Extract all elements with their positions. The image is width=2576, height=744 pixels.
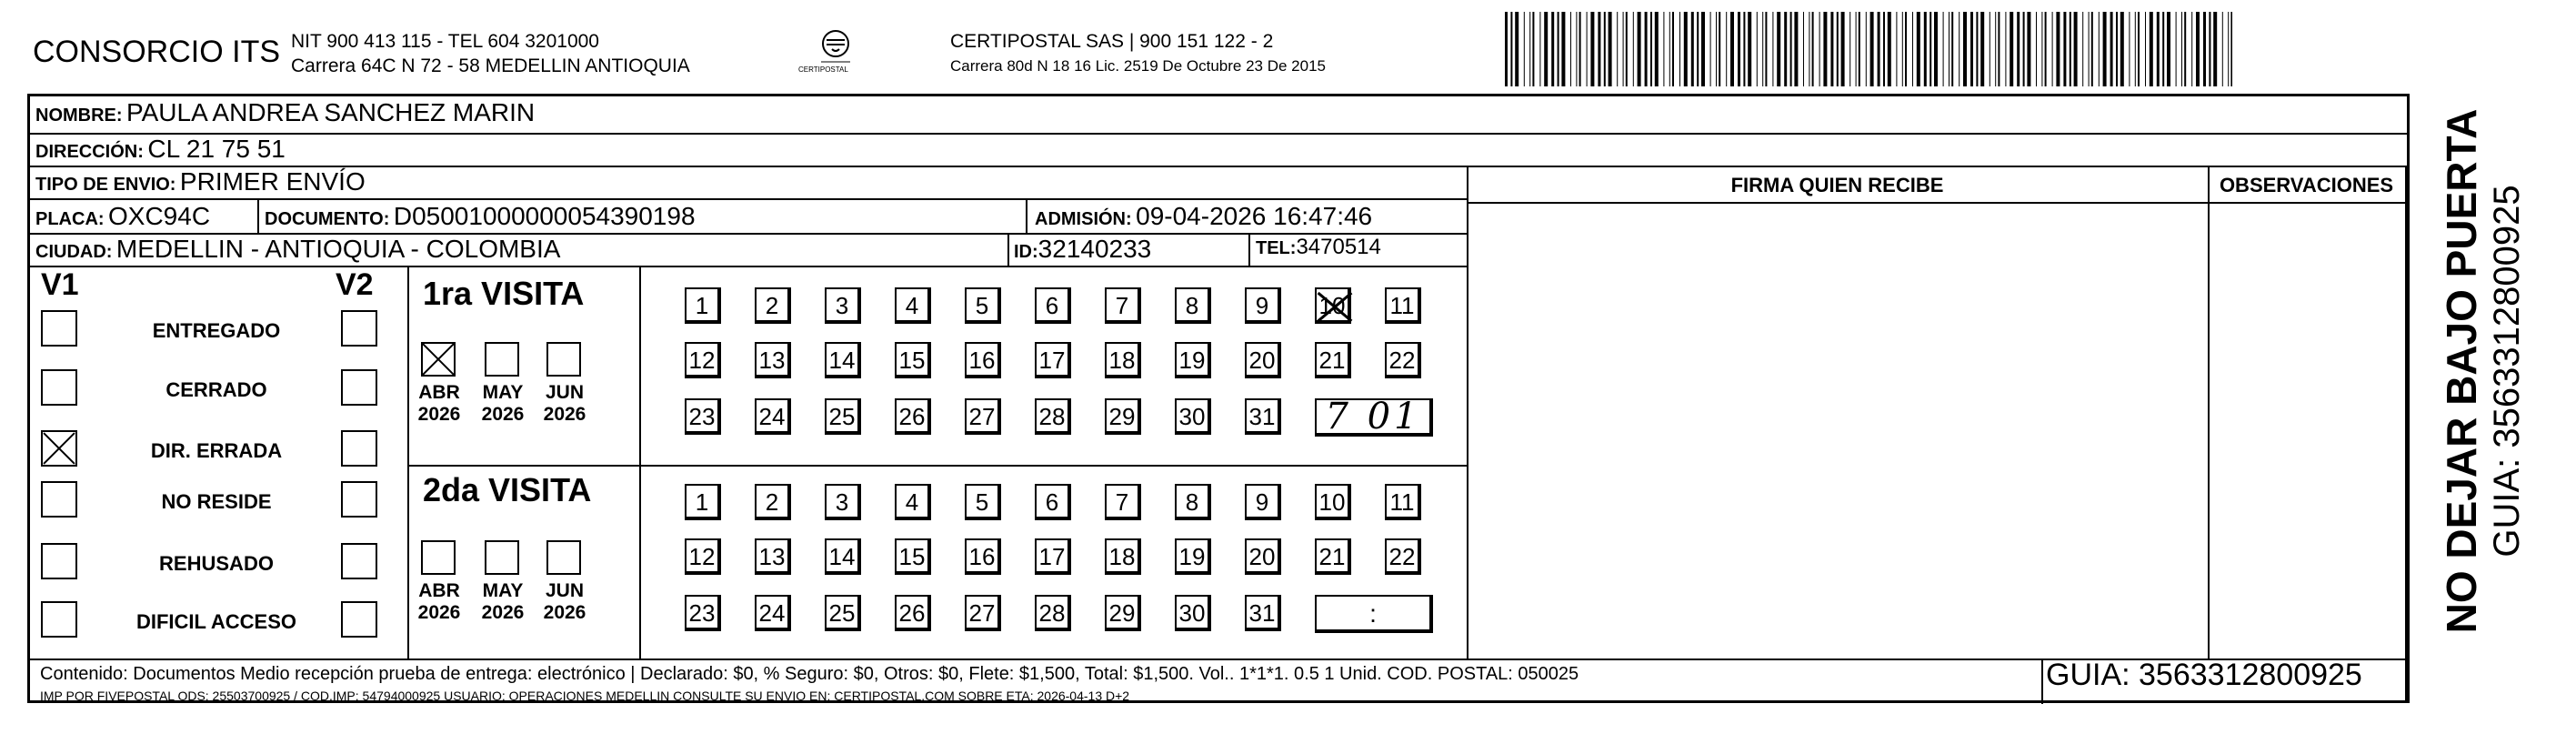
status-reason: DIFICIL ACCESO (135, 610, 296, 633)
month-year: 2026 (543, 404, 586, 425)
day-box[interactable]: 30 (1175, 398, 1211, 435)
barcode-bar (1998, 12, 2000, 86)
day-box[interactable]: 2 (755, 484, 791, 520)
barcode-bar (1710, 12, 1711, 86)
barcode-bar (1859, 12, 1860, 86)
barcode-bar (1561, 12, 1565, 86)
barcode-bar (2063, 12, 2066, 86)
month-year: 2026 (543, 602, 586, 623)
v1-checkbox[interactable] (41, 601, 77, 638)
day-box[interactable]: 16 (965, 538, 1001, 575)
barcode-bar (1856, 12, 1857, 86)
barcode-bar (2052, 12, 2053, 86)
v1-checkbox[interactable] (41, 481, 77, 518)
second-visit-title: 2da VISITA (423, 471, 592, 508)
recipient-name: NOMBRE: PAULA ANDREA SANCHEZ MARIN (35, 98, 536, 126)
barcode-bar (2005, 12, 2006, 86)
month-year: 2026 (481, 602, 525, 623)
day-box[interactable]: 21 (1315, 342, 1351, 378)
v1-checkbox[interactable] (41, 430, 77, 467)
barcode-bar (2150, 12, 2153, 86)
status-reason: ENTREGADO (152, 319, 281, 342)
barcode-bar (1849, 12, 1850, 86)
observations-area[interactable] (2210, 204, 2404, 657)
day-box[interactable]: 20 (1245, 342, 1281, 378)
barcode-bar (1515, 12, 1519, 86)
barcode-bar (1976, 12, 1978, 86)
day-box[interactable]: 21 (1315, 538, 1351, 575)
day-box[interactable]: 5 (965, 484, 1001, 520)
barcode-bar (1866, 12, 1867, 86)
barcode-bar (1701, 12, 1705, 86)
day-box[interactable]: 10 (1315, 287, 1351, 324)
month-name: MAY (482, 382, 524, 403)
barcode-bar (2036, 12, 2037, 86)
month-year: 2026 (417, 602, 461, 623)
barcode-bar (1551, 12, 1554, 86)
barcode-bar (1691, 12, 1694, 86)
barcode-bar (1905, 12, 1907, 86)
barcode-bar (1878, 12, 1880, 86)
month-label (476, 580, 530, 624)
day-box[interactable]: 22 (1385, 538, 1421, 575)
barcode-bar (2213, 12, 2217, 86)
observations-header: OBSERVACIONES (2219, 174, 2394, 196)
barcode-bar (2074, 12, 2078, 86)
month-label (537, 580, 592, 624)
day-box[interactable]: 3 (825, 287, 861, 324)
day-box[interactable]: 13 (755, 538, 791, 575)
day-box[interactable]: 17 (1035, 342, 1071, 378)
day-box[interactable]: 1 (685, 287, 721, 324)
courier-info (950, 29, 1326, 78)
day-box[interactable]: 12 (685, 342, 721, 378)
day-box[interactable]: 8 (1175, 287, 1211, 324)
barcode-bar (1980, 12, 1984, 86)
barcode (1505, 12, 2232, 86)
barcode-bar (1803, 12, 1804, 86)
status-reason: NO RESIDE (161, 490, 272, 513)
day-box[interactable]: 7 (1105, 287, 1141, 324)
barcode-bar (2162, 12, 2164, 86)
v1-checkbox[interactable] (41, 543, 77, 579)
barcode-bar (1524, 12, 1525, 86)
barcode-bar (1762, 12, 1763, 86)
city: CIUDAD: MEDELLIN - ANTIOQUIA - COLOMBIA (35, 235, 561, 263)
month-checkbox[interactable] (485, 342, 519, 377)
barcode-bar (2138, 12, 2140, 86)
day-box[interactable]: 10 (1315, 484, 1351, 520)
barcode-bar (1663, 12, 1664, 86)
barcode-bar (2129, 12, 2130, 86)
month-checkbox[interactable] (421, 342, 456, 377)
barcode-bar (2056, 12, 2060, 86)
day-box[interactable]: 18 (1105, 538, 1141, 575)
logo-caption: CERTIPOSTAL (798, 65, 848, 74)
barcode-bar (1590, 12, 1594, 86)
signature-header: FIRMA QUIEN RECIBE (1730, 174, 1944, 196)
day-box[interactable]: 26 (895, 595, 931, 631)
day-box[interactable]: 27 (965, 398, 1001, 435)
barcode-bar (2110, 12, 2113, 86)
day-box[interactable]: 22 (1385, 342, 1421, 378)
barcode-bar (1970, 12, 1973, 86)
day-box[interactable]: 11 (1385, 287, 1421, 324)
barcode-bar (1917, 12, 1920, 86)
company-nit: NIT 900 413 115 - TEL 604 3201000 (291, 31, 599, 52)
day-box[interactable]: 8 (1175, 484, 1211, 520)
barcode-bar (2041, 12, 2042, 86)
month-name: MAY (482, 580, 524, 601)
barcode-bar (1544, 12, 1548, 86)
day-box[interactable]: 24 (755, 595, 791, 631)
recipient-address: DIRECCIÓN: CL 21 75 51 (35, 135, 286, 163)
barcode-bar (1697, 12, 1699, 86)
v2-checkbox[interactable] (341, 543, 377, 579)
barcode-bar (1819, 12, 1820, 86)
barcode-bar (1883, 12, 1885, 86)
day-box[interactable]: 29 (1105, 398, 1141, 435)
recipient-id: ID:32140233 (1014, 235, 1152, 263)
month-year: 2026 (481, 404, 525, 425)
signature-area[interactable] (1468, 204, 2207, 657)
day-box[interactable]: 20 (1245, 538, 1281, 575)
v2-checkbox[interactable] (341, 481, 377, 518)
barcode-bar (2228, 12, 2229, 86)
document-number: DOCUMENTO: D05001000000054390198 (265, 202, 696, 230)
day-box[interactable]: 26 (895, 398, 931, 435)
barcode-bar (2089, 12, 2090, 86)
company-name: CONSORCIO ITS (33, 35, 281, 69)
barcode-bar (2222, 12, 2223, 86)
v2-checkbox[interactable] (341, 310, 377, 347)
day-box[interactable]: 6 (1035, 484, 1071, 520)
barcode-bar (1679, 12, 1680, 86)
barcode-bar (1748, 12, 1751, 86)
barcode-bar (1912, 12, 1913, 86)
v1-label: V1 (41, 267, 79, 302)
admission-date: ADMISIÓN: 09-04-2026 16:47:46 (1035, 202, 1373, 230)
barcode-bar (2167, 12, 2170, 86)
barcode-bar (2091, 12, 2093, 86)
barcode-bar (1790, 12, 1792, 86)
barcode-bar (1896, 12, 1897, 86)
recipient-phone: TEL:3470514 (1256, 235, 1381, 259)
print-info-line: IMP POR FIVEPOSTAL ODS: 25503700925 / COD.IMP: 54794000925 USUARIO: OPERACIONES MEDELLIN CONSULTE SU ENVIO EN: CERTIPOSTAL.COM SOBRE ETA: 2026-04-13 D+2 (40, 689, 1130, 703)
side-guia: GUIA: 3563312800925 (2487, 185, 2527, 558)
barcode-bar (2082, 12, 2083, 86)
barcode-bar (1529, 12, 1530, 86)
barcode-bar (1626, 12, 1628, 86)
day-box[interactable]: 9 (1245, 484, 1281, 520)
barcode-bar (1510, 12, 1512, 86)
barcode-bar (1738, 12, 1740, 86)
side-notice (2414, 107, 2551, 635)
barcode-bar (1730, 12, 1734, 86)
barcode-bar (1929, 12, 1931, 86)
barcode-bar (1995, 12, 1996, 86)
month-name: JUN (545, 580, 584, 601)
barcode-bar (1888, 12, 1891, 86)
day-box[interactable]: 29 (1105, 595, 1141, 631)
barcode-bar (2157, 12, 2160, 86)
barcode-bar (2116, 12, 2118, 86)
day-box[interactable]: 4 (895, 484, 931, 520)
day-box[interactable]: 31 (1245, 595, 1281, 631)
barcode-bar (1623, 12, 1624, 86)
day-box[interactable]: 23 (685, 595, 721, 631)
barcode-bar (1841, 12, 1845, 86)
barcode-bar (2145, 12, 2146, 86)
month-label (412, 580, 466, 624)
first-visit-time[interactable]: 7 01 (1315, 398, 1433, 437)
barcode-bar (2209, 12, 2210, 86)
status-reason: CERRADO (165, 378, 267, 401)
day-box[interactable]: 2 (755, 287, 791, 324)
barcode-bar (1830, 12, 1833, 86)
day-box[interactable]: 4 (895, 287, 931, 324)
barcode-bar (1719, 12, 1720, 86)
barcode-bar (2184, 12, 2186, 86)
barcode-bar (1823, 12, 1827, 86)
month-label (412, 382, 466, 426)
barcode-bar (2230, 12, 2232, 86)
month-checkbox[interactable] (546, 540, 581, 575)
day-box[interactable]: 19 (1175, 538, 1211, 575)
barcode-bar (2023, 12, 2025, 86)
certipostal-logo-icon (814, 27, 857, 65)
barcode-bar (1951, 12, 1953, 86)
day-box[interactable]: 9 (1245, 287, 1281, 324)
courier-name: CERTIPOSTAL SAS | 900 151 122 - 2 (950, 31, 1274, 52)
barcode-bar (1716, 12, 1717, 86)
plate: PLACA: OXC94C (35, 202, 211, 230)
month-name: JUN (545, 382, 584, 403)
barcode-bar (1934, 12, 1938, 86)
v2-checkbox[interactable] (341, 601, 377, 638)
barcode-bar (1604, 12, 1606, 86)
day-box[interactable]: 31 (1245, 398, 1281, 435)
status-reason: DIR. ERRADA (150, 439, 283, 462)
second-visit-time[interactable]: : (1315, 595, 1433, 633)
barcode-bar (1743, 12, 1745, 86)
day-box[interactable]: 1 (685, 484, 721, 520)
contents-line: Contenido: Documentos Medio recepción prueba de entrega: electrónico | Declarado: $0, % Seguro: $0, Otros: $0, Flete: $1,500, Total: $1,500. Vol.. 1*1*1. 0.5 1 Unid. COD. POSTAL: 050025 (40, 664, 1579, 684)
v1-checkbox[interactable] (41, 369, 77, 406)
barcode-bar (2027, 12, 2030, 86)
day-box[interactable]: 13 (755, 342, 791, 378)
day-box[interactable]: 12 (685, 538, 721, 575)
day-box[interactable]: 23 (685, 398, 721, 435)
day-box[interactable]: 15 (895, 538, 931, 575)
barcode-bar (1505, 12, 1508, 86)
barcode-bar (1650, 12, 1652, 86)
first-visit-title: 1ra VISITA (423, 275, 585, 312)
v2-checkbox[interactable] (341, 369, 377, 406)
day-box[interactable]: 3 (825, 484, 861, 520)
day-box[interactable]: 14 (825, 538, 861, 575)
day-box[interactable]: 16 (965, 342, 1001, 378)
month-checkbox[interactable] (485, 540, 519, 575)
barcode-bar (1794, 12, 1798, 86)
barcode-bar (1757, 12, 1758, 86)
barcode-bar (2120, 12, 2124, 86)
day-box[interactable]: 27 (965, 595, 1001, 631)
barcode-bar (1655, 12, 1659, 86)
day-box[interactable]: 15 (895, 342, 931, 378)
tracking-number: GUIA: 3563312800925 (2046, 658, 2362, 692)
barcode-bar (1672, 12, 1674, 86)
day-box[interactable]: 17 (1035, 538, 1071, 575)
v2-checkbox[interactable] (341, 430, 377, 467)
barcode-bar (1902, 12, 1903, 86)
barcode-bar (1943, 12, 1944, 86)
barcode-bar (2070, 12, 2071, 86)
barcode-bar (1598, 12, 1600, 86)
month-label (537, 382, 592, 426)
barcode-bar (1609, 12, 1612, 86)
barcode-bar (2203, 12, 2206, 86)
day-box[interactable]: 7 (1105, 484, 1141, 520)
day-box[interactable]: 28 (1035, 595, 1071, 631)
barcode-bar (1558, 12, 1559, 86)
v1-checkbox[interactable] (41, 310, 77, 347)
barcode-bar (1777, 12, 1780, 86)
day-box[interactable]: 18 (1105, 342, 1141, 378)
v2-label: V2 (336, 267, 374, 302)
barcode-bar (1587, 12, 1588, 86)
delivery-form (27, 94, 2410, 703)
barcode-bar (1784, 12, 1787, 86)
day-box[interactable]: 14 (825, 342, 861, 378)
month-checkbox[interactable] (546, 342, 581, 377)
month-year: 2026 (417, 404, 461, 425)
barcode-bar (1539, 12, 1540, 86)
barcode-bar (2176, 12, 2177, 86)
barcode-bar (2135, 12, 2136, 86)
barcode-bar (1765, 12, 1767, 86)
status-reason: REHUSADO (159, 552, 274, 575)
barcode-bar (2045, 12, 2047, 86)
month-name: ABR (418, 382, 460, 403)
day-box[interactable]: 25 (825, 595, 861, 631)
day-box[interactable]: 5 (965, 287, 1001, 324)
day-box[interactable]: 28 (1035, 398, 1071, 435)
barcode-bar (1669, 12, 1670, 86)
month-label (476, 382, 530, 426)
day-box[interactable]: 24 (755, 398, 791, 435)
barcode-bar (1726, 12, 1727, 86)
barcode-bar (1963, 12, 1967, 86)
day-box[interactable]: 6 (1035, 287, 1071, 324)
barcode-bar (1532, 12, 1534, 86)
day-box[interactable]: 19 (1175, 342, 1211, 378)
barcode-bar (1812, 12, 1814, 86)
barcode-bar (1870, 12, 1874, 86)
company-info (291, 29, 690, 78)
barcode-bar (2099, 12, 2100, 86)
day-box[interactable]: 11 (1385, 484, 1421, 520)
day-box[interactable]: 25 (825, 398, 861, 435)
barcode-bar (2017, 12, 2020, 86)
barcode-bar (2010, 12, 2013, 86)
barcode-bar (1772, 12, 1773, 86)
month-checkbox[interactable] (421, 540, 456, 575)
barcode-bar (1924, 12, 1927, 86)
barcode-bar (1645, 12, 1648, 86)
barcode-bar (1576, 12, 1577, 86)
barcode-bar (2196, 12, 2200, 86)
barcode-bar (2181, 12, 2182, 86)
barcode-bar (1959, 12, 1960, 86)
day-box[interactable]: 30 (1175, 595, 1211, 631)
shipment-type: TIPO DE ENVIO: PRIMER ENVÍO (35, 167, 366, 196)
barcode-bar (1638, 12, 1641, 86)
barcode-bar (2103, 12, 2107, 86)
courier-address: Carrera 80d N 18 16 Lic. 2519 De Octubre 23 De 2015 (950, 57, 1326, 75)
barcode-bar (1684, 12, 1688, 86)
barcode-bar (1949, 12, 1950, 86)
barcode-bar (1570, 12, 1571, 86)
barcode-bar (1633, 12, 1634, 86)
barcode-bar (2191, 12, 2192, 86)
barcode-bar (1837, 12, 1839, 86)
company-address: Carrera 64C N 72 - 58 MEDELLIN ANTIOQUIA (291, 55, 690, 76)
month-name: ABR (418, 580, 460, 601)
side-warning: NO DEJAR BAJO PUERTA (2438, 108, 2485, 634)
barcode-bar (1617, 12, 1618, 86)
barcode-bar (1579, 12, 1581, 86)
